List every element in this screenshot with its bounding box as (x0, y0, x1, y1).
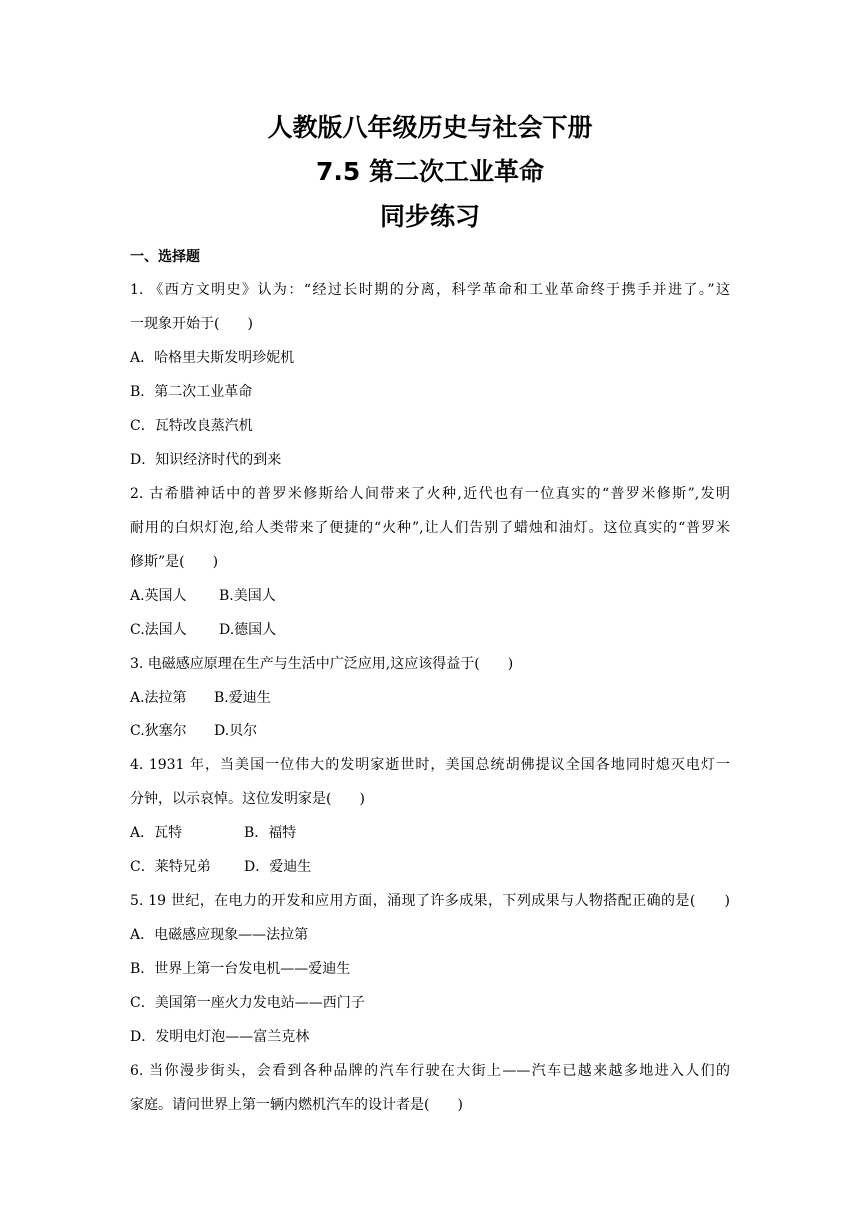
question-1-text-line-1: 1. 《西方文明史》认为：“经过长时期的分离，科学革命和工业革命终于携手并进了。”这 (130, 282, 730, 298)
question-5-option-c: C．美国第一座火力发电站——西门子 (130, 995, 365, 1011)
document-title: 人教版八年级历史与社会下册 (267, 113, 593, 142)
question-2-text-line-3: 修斯”是( ) (130, 554, 219, 570)
question-2-options-row-2 (130, 620, 276, 640)
question-4-text-line-2: 分钟，以示哀悼。这位发明家是( ) (130, 791, 365, 807)
question-4-option-c: C．莱特兄弟 (130, 859, 211, 875)
question-2-option-a: A.英国人 (130, 588, 187, 604)
question-3-option-b: B.爱迪生 (214, 690, 271, 706)
question-3-option-c: C.狄塞尔 (130, 723, 187, 739)
question-2-option-d: D.德国人 (219, 622, 277, 638)
question-2-text-line-2: 耐用的白炽灯泡,给人类带来了便捷的“火种”,让人们告别了蜡烛和油灯。这位真实的“普罗米 (130, 520, 730, 536)
question-1-option-b: B．第二次工业革命 (130, 384, 253, 400)
question-5-option-b: B．世界上第一台发电机——爱迪生 (130, 961, 351, 977)
question-6-text-line-2: 家庭。请问世界上第一辆内燃机汽车的设计者是( ) (130, 1097, 463, 1113)
question-4-option-d: D．爱迪生 (244, 859, 312, 875)
question-3-options-row-1 (130, 688, 271, 708)
question-5-text-line-1: 5. 19 世纪，在电力的开发和应用方面，涌现了许多成果，下列成果与人物搭配正确的是( ) (130, 893, 730, 909)
question-4-text-line-1: 4. 1931 年，当美国一位伟大的发明家逝世时，美国总统胡佛提议全国各地同时熄灭电灯一 (130, 757, 730, 773)
question-3-option-a: A.法拉第 (130, 690, 187, 706)
section-heading: 一、选择题 (130, 249, 200, 265)
question-2-text-line-1: 2. 古希腊神话中的普罗米修斯给人间带来了火种,近代也有一位真实的“普罗米修斯”,发明 (130, 486, 730, 502)
question-1-option-c: C．瓦特改良蒸汽机 (130, 418, 253, 434)
exercise-title: 同步练习 (379, 202, 480, 231)
question-1-option-a: A．哈格里夫斯发明珍妮机 (130, 350, 295, 366)
question-5-option-d: D．发明电灯泡——富兰克林 (130, 1029, 310, 1045)
question-3-option-d: D.贝尔 (214, 723, 258, 739)
question-1-text-line-2: 一现象开始于( ) (130, 316, 253, 332)
question-2-option-b: B.美国人 (219, 588, 276, 604)
question-3-text-line-1: 3. 电磁感应原理在生产与生活中广泛应用,这应该得益于( ) (130, 656, 514, 672)
question-6-text-line-1: 6. 当你漫步街头，会看到各种品牌的汽车行驶在大街上——汽车已越来越多地进入人们的 (130, 1063, 730, 1079)
question-2-options-row-1 (130, 586, 276, 606)
question-4-options-row-1 (130, 823, 296, 843)
question-4-option-b: B．福特 (244, 825, 297, 841)
question-4-option-a: A．瓦特 (130, 825, 183, 841)
question-3-options-row-2 (130, 721, 257, 741)
question-5-option-a: A．电磁感应现象——法拉第 (130, 927, 309, 943)
question-2-option-c: C.法国人 (130, 622, 187, 638)
question-4-options-row-2 (130, 857, 311, 877)
question-1-option-d: D．知识经济时代的到来 (130, 452, 282, 468)
lesson-title: 7.5 第二次工业革命 (316, 157, 544, 186)
